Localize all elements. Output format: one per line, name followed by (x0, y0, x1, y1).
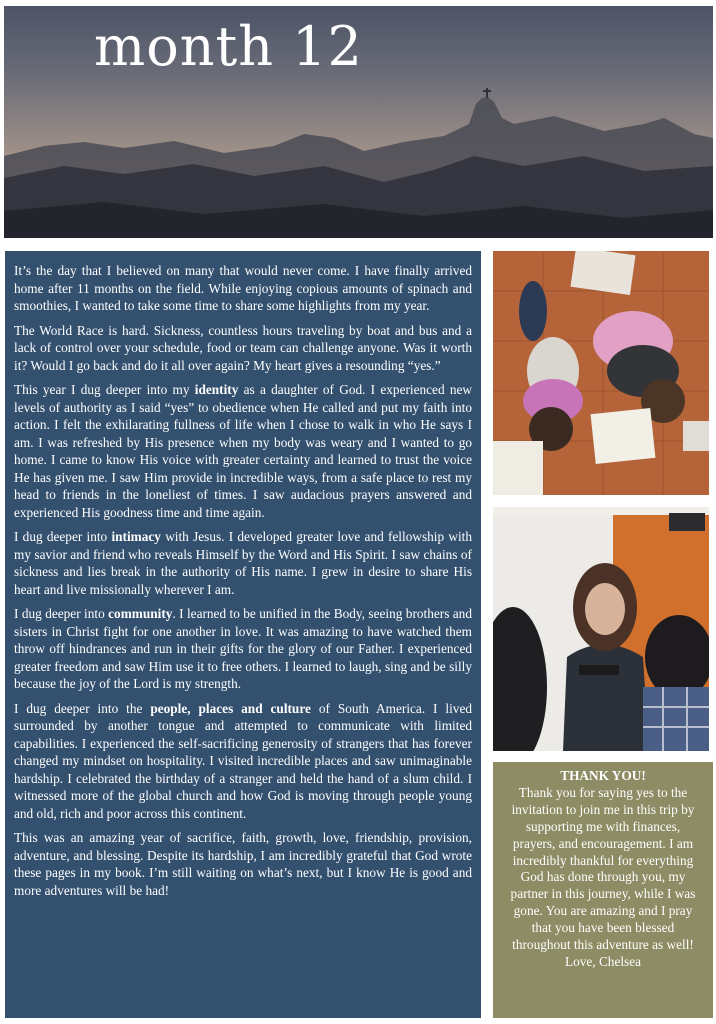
page-title: month 12 (94, 15, 363, 78)
paragraph-community: I dug deeper into community. I learned to be unified in the Body, seeing brothers and sisters in Christ fight for one another in love. It was amazing to have watched them throw off hindrances and run in their gifts for the glory of our Father. I experienced greater freedom and saw Him use it to free others. I learned to laugh, sing and be silly because the joy of the Lord is my strength. (14, 606, 472, 691)
keyword-identity: identity (194, 382, 239, 397)
signature: Love, Chelsea (564, 953, 642, 969)
thank-you-box (493, 762, 713, 1018)
paragraph-world-race: The World Race is hard. Sickness, countless hours traveling by boat and bus and a lack of control over your schedule, food or team can challenge anyone. Was it worth it? Would I go back and do it all over again? My heart gives a resounding “yes.” (14, 322, 472, 373)
thank-you-message: Thank you for saying yes to the invitation to join me in this trip by supporting me with finances, prayers, and encouragement. I am incredibly thankful for everything God has done through you, my partner in this journey, while I was gone. You are amazing and I pray that you have been blessed throughout this adventure as well! (510, 784, 696, 953)
paragraph-identity: This year I dug deeper into my identity as a daughter of God. I experienced new levels of authority as I said “yes” to obedience when He called and put my faith into action. I felt the exhilarating fullness of life when I chose to walk in who He says I am. I was refreshed by His presence when my body was weary and I wanted to go home. I came to know His voice with greater certainty and learned to trust the voice He has given me. I saw Him provide in incredible ways, from a safe place to rest my head to friends in the loneliest of times. I saw audacious prayers answered and experienced His goodness time and time again. (14, 382, 472, 520)
paragraph-closing: This was an amazing year of sacrifice, faith, growth, love, friendship, provision, adventure, and blessing. Despite its hardship, I am incredibly grateful that God wrote these pages in my book. I’m still waiting on what’s next, but I know He is good and more adventures will be had! (14, 830, 472, 898)
keyword-intimacy: intimacy (111, 529, 161, 544)
keyword-community: community (108, 606, 173, 621)
paragraph-intimacy: I dug deeper into intimacy with Jesus. I developed greater love and fellowship with my savior and friend who reveals Himself by the Word and His Spirit. I saw chains of sickness and lies break in the authority of His name. I grew in desire to share His heart and live missionally wherever I am. (14, 529, 472, 597)
paragraph-intro: It’s the day that I believed on many that would never come. I have finally arrived home after 11 months on the field. While enjoying copious amounts of spinach and smoothies, I wanted to take some time to share some highlights from my year. (14, 263, 472, 313)
photo-children-drawing (493, 251, 709, 495)
photo-woman-reading (493, 507, 709, 751)
thank-you-heading: THANK YOU! (560, 768, 646, 783)
paragraph-culture: I dug deeper into the people, places and culture of South America. I lived surrounded by another tongue and attempted to communicate with limited capabilities. I experienced the self-sacrificing generosity of strangers that has forever changed my mindset on hospitality. I visited incredible places and saw unimaginable hardship. I celebrated the birthday of a stranger and held the hand of a slum child. I witnessed more of the global church and how God is moving through people young and old, rich and poor across this continent. (14, 700, 472, 821)
keyword-culture: people, places and culture (150, 700, 311, 716)
story-panel (5, 251, 481, 1018)
header-photo (4, 6, 713, 238)
